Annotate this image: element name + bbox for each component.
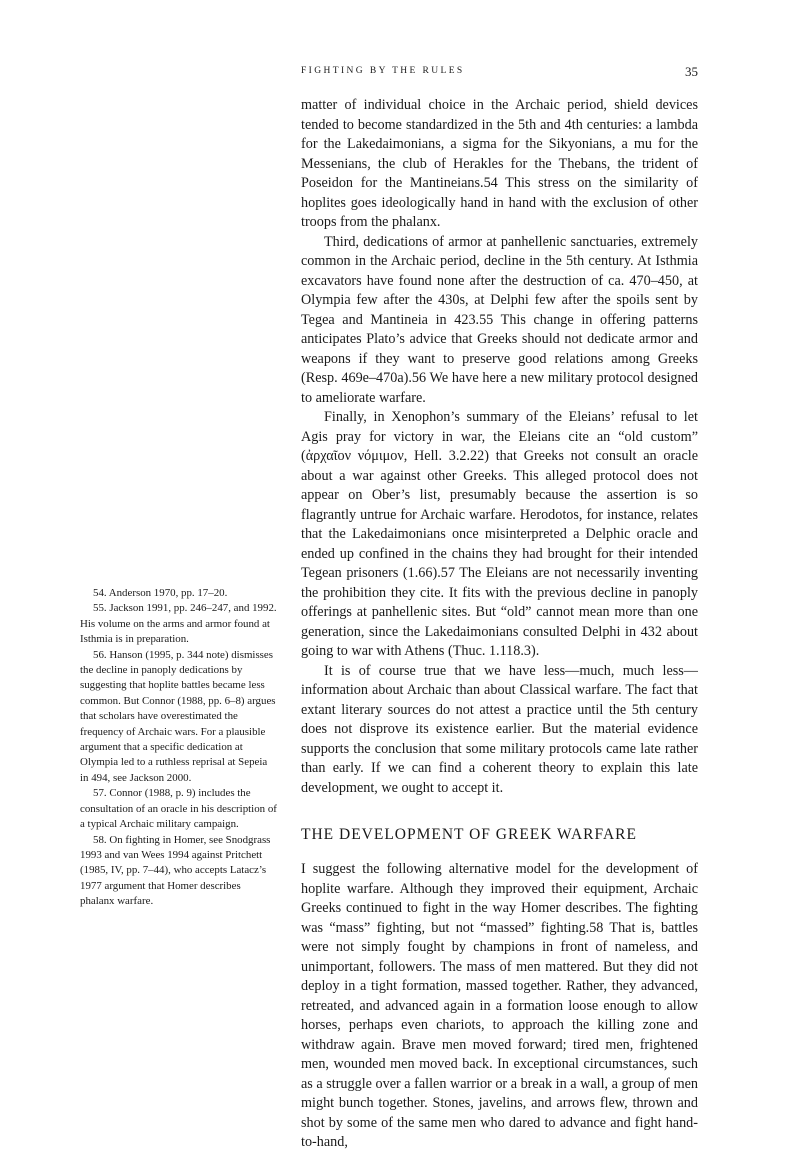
- footnote-56: 56. Hanson (1995, p. 344 note) dismisses the decline in panoply dedications by suggesting that hoplite battles became less common. But Connor (1988, pp. 6–8) argues that scholars have overestimated the frequency of Archaic wars. For a plausible argument that a specific dedication at Olympia led to a ruthless reprisal at Sepeia in 494, see Jackson 2000.: [80, 648, 276, 784]
- paragraph-evidence: It is of course true that we have less—much, much less—information about Archaic than about Classical warfare. The fact that extant literary sources do not attest a practice until the 5th century does not disprove its existence earlier. But the material evidence supports the conclusion that some military protocols came late rather than early. If we can find a coherent theory to explain this late development, we ought to accept it.: [301, 662, 698, 796]
- running-title: FIGHTING BY THE RULES: [301, 66, 465, 76]
- paragraph-shield-devices: matter of individual choice in the Archaic period, shield devices tended to become standardized in the 5th and 4th centuries: a lambda for the Lakedaimonians, a sigma for the Sikyonians, a mu for the Messenians, the club of Herakles for the Thebans, the trident of Poseidon for the Mantineians.54 This stress on the similarity of hoplites goes ideologically hand in hand with the exclusion of other troops from the phalanx.: [301, 97, 698, 230]
- footnote-58: 58. On fighting in Homer, see Snodgrass 1993 and van Wees 1994 against Pritchett (1985, IV, pp. 7–44), who accepts Latacz’s 1977 argument that Homer describes phalanx warfare.: [80, 833, 271, 908]
- footnote-57: 57. Connor (1988, p. 9) includes the consultation of an oracle in his description of a typical Archaic military campaign.: [80, 787, 277, 831]
- footnote-55: 55. Jackson 1991, pp. 246–247, and 1992. His volume on the arms and armor found at Isthmia is in preparation.: [80, 602, 277, 646]
- page-number: 35: [685, 64, 698, 79]
- section-heading: THE DEVELOPMENT OF GREEK WARFARE: [301, 826, 637, 843]
- main-text: [301, 96, 698, 1153]
- footnotes: [80, 586, 277, 910]
- paragraph-oracle: Finally, in Xenophon’s summary of the Eleians’ refusal to let Agis pray for victory in war, the Eleians cite an “old custom” (ἀρχαῖον νόμιμον, Hell. 3.2.22) that Greeks not consult an oracle about a war against other Greeks. This alleged protocol does not appear on Ober’s list, presumably because the assertion is so flagrantly untrue for Archaic warfare. Herodotos, for instance, relates that the Lakedaimonians once misinterpreted a Delphic oracle and ended up confined in the chains they had brought for their intended Tegean prisoners (1.66).57 The Eleians are not necessarily inventing the prohibition they cite. It fits with the previous decline in panoply offerings at panhellenic sites. But “old” cannot mean more than one generation, since the Lakedaimonians consulted Delphi in 432 about going to war with Athens (Thuc. 1.118.3).: [301, 409, 698, 659]
- paragraph-model: I suggest the following alternative model for the development of hoplite warfare. Although they improved their equipment, Archaic Greeks continued to fight in the way Homer describes. The fighting was “mass” fighting, but not “massed” fighting.58 That is, battles were not simply fought by champions in front of nameless, and unimportant, followers. The mass of men mattered. But they did not deploy in a tight formation, massed together. Rather, they advanced, retreated, and advanced again in a formation loose enough to allow horses, perhaps even chariots, to approach the killing zone and withdraw again. Brave men moved forward; tired men, frightened men, wounded men moved back. In exceptional circumstances, such as a struggle over a fallen warrior or a break in a wall, a group of men might bunch together. Stones, javelins, and arrows flew, thrown and shot by some of the same men who dared to advance and fight hand-to-hand,: [301, 861, 698, 1150]
- paragraph-dedications: Third, dedications of armor at panhellenic sanctuaries, extremely common in the Archaic period, decline in the 5th century. At Isthmia excavators have found none after the destruction of ca. 470–450, at Olympia few after the 430s, at Delphi few after the spoils sent by Tegea and Mantineia in 423.55 This change in offering patterns anticipates Plato’s advice that Greeks should not dedicate armor and weapons if they want to preserve good relations among Greeks (Resp. 469e–470a).56 We have here a new military protocol designed to ameliorate warfare.: [301, 233, 698, 406]
- running-head: [301, 66, 698, 82]
- footnote-54: 54. Anderson 1970, pp. 17–20.: [93, 587, 228, 599]
